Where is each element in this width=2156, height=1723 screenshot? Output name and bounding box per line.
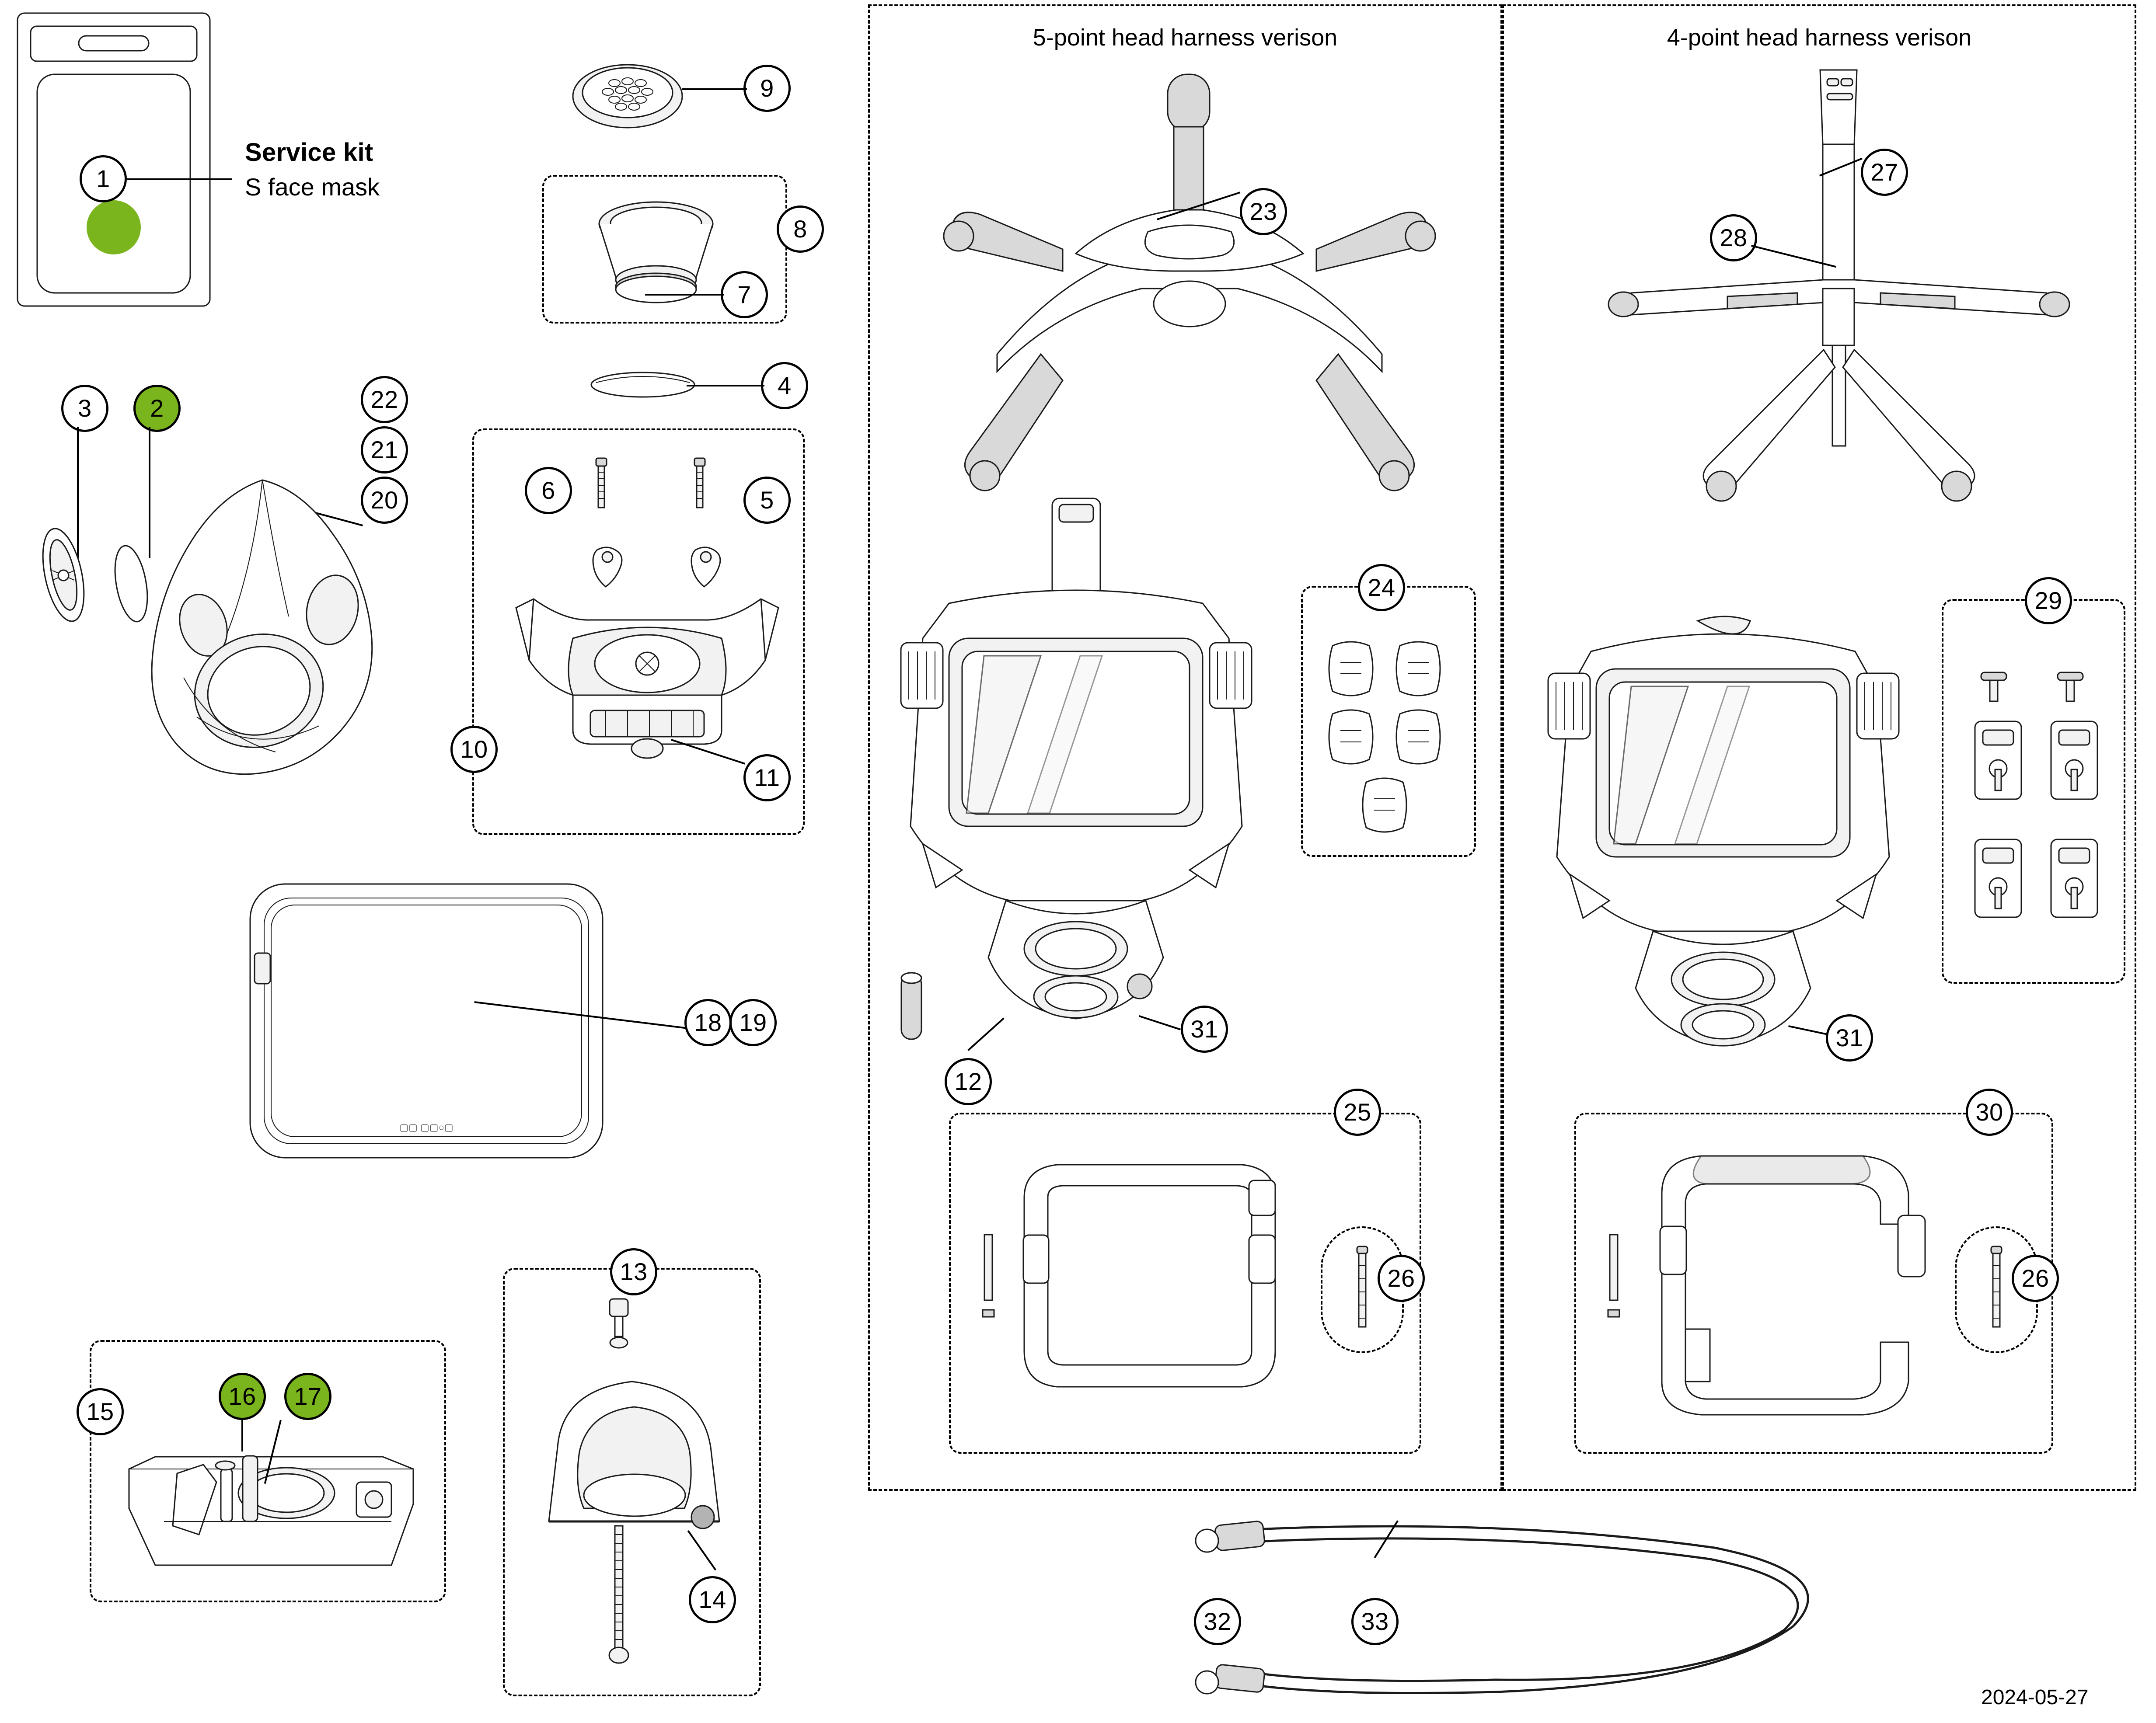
harness-4-point-part (1596, 61, 2082, 551)
callout-32[interactable]: 32 (1194, 1598, 1241, 1645)
leader-line-16 (241, 1420, 243, 1451)
valve-flap-part-5 (687, 542, 726, 590)
inner-mask-part (503, 586, 792, 778)
valve-flap-part-6 (588, 542, 628, 590)
svg-text:▢▢ ▢▢○▢: ▢▢ ▢▢○▢ (399, 1122, 454, 1133)
callout-22[interactable]: 22 (361, 376, 408, 423)
service-kit-title: Service kit (245, 138, 373, 167)
visor-frame-5-point (1006, 1145, 1294, 1408)
callout-13[interactable]: 13 (610, 1248, 657, 1295)
callout-10[interactable]: 10 (450, 726, 498, 773)
callout-12[interactable]: 12 (945, 1058, 992, 1105)
mask-body-5-point (897, 494, 1259, 1045)
callout-28[interactable]: 28 (1710, 214, 1757, 261)
sieve-disc-part (571, 52, 684, 140)
callout-9[interactable]: 9 (743, 65, 791, 112)
screw-part-6 (588, 455, 614, 512)
neck-strap-part (1190, 1508, 1867, 1709)
callout-17[interactable]: 17 (284, 1373, 331, 1420)
callout-3[interactable]: 3 (61, 385, 108, 432)
panel-title-5-point: 5-point head harness verison (1033, 24, 1338, 51)
valve-seat-part (569, 197, 743, 306)
callout-19[interactable]: 19 (729, 999, 777, 1046)
frame-screw-4-point (1603, 1233, 1625, 1320)
filter-plug-part-12 (894, 968, 929, 1047)
exhalation-valve-part-3 (31, 525, 96, 625)
callout-1[interactable]: 1 (80, 155, 127, 202)
mask-body-4-point (1544, 612, 1907, 1054)
callout-25[interactable]: 25 (1334, 1089, 1381, 1136)
inner-face-mask-part (144, 472, 389, 787)
panel-title-4-point: 4-point head harness verison (1667, 24, 1972, 51)
callout-16[interactable]: 16 (219, 1373, 266, 1420)
callout-6[interactable]: 6 (525, 467, 572, 514)
speech-module-part (112, 1417, 426, 1583)
callout-15[interactable]: 15 (77, 1388, 124, 1435)
screw-part-26-right (1983, 1244, 2009, 1336)
callout-27[interactable]: 27 (1861, 149, 1908, 196)
callout-26-left[interactable]: 26 (1378, 1255, 1425, 1302)
callout-24[interactable]: 24 (1358, 564, 1405, 611)
leader-line-1 (127, 178, 232, 180)
callout-29[interactable]: 29 (2025, 577, 2072, 624)
callout-5[interactable]: 5 (743, 477, 791, 524)
harness-clip-set-5 (1323, 636, 1454, 846)
harness-clip-set-4 (1964, 665, 2108, 962)
callout-14[interactable]: 14 (689, 1576, 736, 1623)
service-kit-subtitle: S face mask (245, 173, 380, 201)
connector-body-part (531, 1364, 741, 1556)
callout-2[interactable]: 2 (133, 385, 181, 432)
callout-21[interactable]: 21 (361, 426, 408, 473)
callout-31-left[interactable]: 31 (1181, 1006, 1228, 1053)
callout-7[interactable]: 7 (721, 271, 768, 318)
frame-screw-5-point (977, 1233, 999, 1320)
callout-18[interactable]: 18 (684, 999, 732, 1046)
connector-screw-bottom (604, 1526, 634, 1670)
callout-33[interactable]: 33 (1351, 1598, 1399, 1645)
date-stamp: 2024-05-27 (1981, 1686, 2089, 1709)
connector-screw-top (604, 1296, 634, 1362)
callout-11[interactable]: 11 (743, 754, 791, 801)
leader-line-4 (687, 385, 764, 386)
callout-31-right[interactable]: 31 (1826, 1014, 1873, 1062)
callout-8[interactable]: 8 (777, 205, 824, 253)
harness-5-point-part (931, 66, 1448, 546)
screw-part-5 (687, 455, 713, 512)
leader-line-7 (645, 294, 724, 296)
visor-lens-part (245, 879, 608, 1163)
callout-23[interactable]: 23 (1240, 188, 1287, 235)
callout-4[interactable]: 4 (761, 362, 808, 409)
membrane-disc-part (588, 365, 698, 404)
leader-line-9 (682, 88, 747, 90)
callout-26-right[interactable]: 26 (2012, 1255, 2059, 1302)
visor-frame-4-point (1636, 1137, 1933, 1417)
callout-30[interactable]: 30 (1966, 1089, 2013, 1136)
callout-20[interactable]: 20 (361, 477, 408, 524)
screw-part-26-left (1349, 1244, 1375, 1336)
